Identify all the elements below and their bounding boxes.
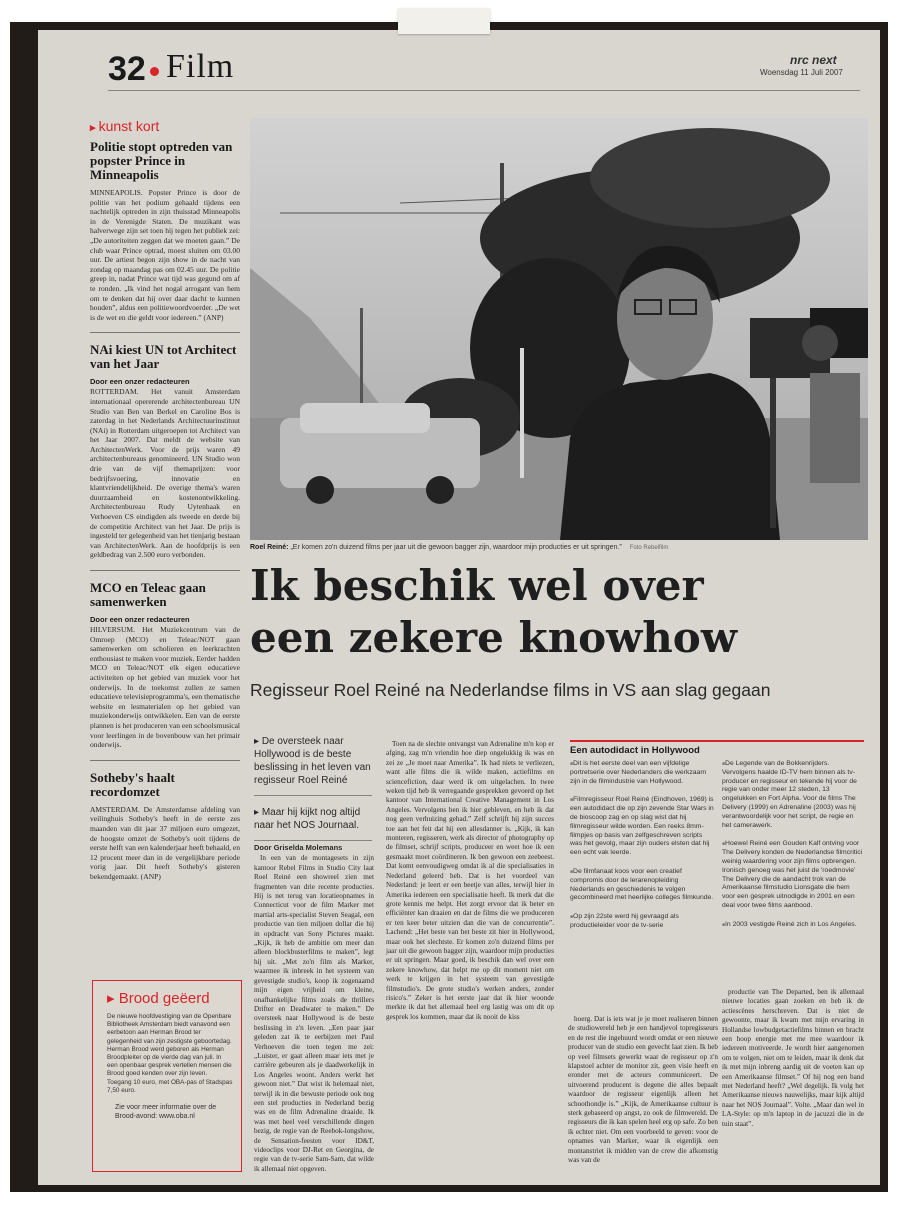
kicker xyxy=(90,118,240,134)
brief-body: ROTTERDAM. Het vanuit Amsterdam internationaal opererende architectenbureau UN Studio van Ben van Berkel en Caroline Bos is zaterdag in het Nederlands Architectuurinstituut (NAi) in Rotterdam uitgeroepen tot Architect van het Jaar 2007. Dat meldt de website van ArchitectenWerk. Voor de prijs waren 49 architectenbureaus genomineerd. UN Studio won drie van de vijf themaprijzen: voor bedrijfsvoering, innovatie en klantvriendelijkheid. De overige thema's waren duurzaamheid en kostenontwikkeling. Architectenbureau Rudy Uytenhaak en Verhoeven CS eindigden als tweede en derde bij de competitie Architect van het Jaar. De prijs is ingesteld ter gelegenheid van het tienjarig bestaan van ArchitectenWerk. Aan de hoofdprijs is een geldbedrag van 2.500 euro verbonden. xyxy=(90,387,240,560)
sidebar-column xyxy=(90,118,240,891)
fact-item: ■ De Legende van de Bokkenrijders. Vervolgens haalde ID-TV hem binnen als tv-producer en regisseur en tekende hij voor de regie van onder meer 12 steden, 13 ongelukken en Fort Alpha. Voor de films The Delivery (1999) en Adrenaline (2003) was hij verantwoordelijk voor het script, de regie en het camerawerk. xyxy=(722,760,864,830)
pull-quote xyxy=(254,806,372,841)
factbox-column-2 xyxy=(722,760,864,940)
kicker-label: kunst kort xyxy=(98,118,160,134)
divider xyxy=(90,760,240,761)
info-box xyxy=(92,980,242,1172)
info-box-title xyxy=(107,989,241,1007)
page-number: 32 xyxy=(108,50,146,88)
article-byline: Door Griselda Molemans xyxy=(254,843,343,852)
article-paragraph: In een van de montagesets in zijn kantoor Rebel Films in Studio City laat Roel Reiné een showreel zien met fragmenten van drie recente producties. Hij is net terug van locatieopnames in Connecticut voor de film Marker met martial arts-specialist Steven Seagal, een productie van tien miljoen dollar die hij in opdracht van Sony Pictures maakt. „Kijk, ik heb de ambitie om meer dan alleen blockbusterfilms te maken”, legt hij uit. „Met zo'n film als Marker, waarmee ik inbreek in het systeem van gevestigde studio's, koop ik zogenaamd mijn eigen vrijheid om kleine, onafhankelijke films zoals de thrillers Drifter en Deadwater te maken.” De oversteek naar Hollywood is de beste beslissing in z'n leven. „Een paar jaar geleden zat ik te eerbijzen met Paul Verhoeven die toen tegen me zei: „Luister, er gaat alleen maar iets met je carrière gebeuren als je daadwerkelijk in Los Angeles woont. Anders werkt het gewoon niet.” Dat wist ik helemaal niet, terwijl ik in die bewuste periode ook nog een stel producties in Nederland bezig was en de film Adrenaline draaide. Ik was met heel veel verschillende dingen bezig, de regie van de Reebok-longshow, de Sensation-feesten voor ID&T, videoclips voor DJ-Ret en Georgina, de regie van de tv-serie Sam-Sam, dat wilde ik allemaal niet opgeven. xyxy=(254,854,374,1173)
section-dot xyxy=(150,67,159,76)
brief-headline: Politie stopt optreden van popster Prince in Minneapolis xyxy=(90,139,233,182)
issue-date: Woensdag 11 Juli 2007 xyxy=(760,68,843,77)
fact-item: ■ De filmfanaat koos voor een creatief compromis door de lerarenopleiding Nederlands en geschiedenis te volgen gecombineerd met heerlijke colleges filmkunde. xyxy=(570,868,715,903)
brief-byline: Door een onzer redacteuren xyxy=(90,615,190,624)
factbox-title: Een autodidact in Hollywood xyxy=(570,740,864,756)
brief-headline: Sotheby's haalt recordomzet xyxy=(90,769,175,799)
factbox-column-1 xyxy=(570,760,715,941)
brief-body: AMSTERDAM. De Amsterdamse afdeling van veilinghuis Sotheby's heeft in de eerste zes maanden van dit jaar 37 miljoen euro omgezet, de hoogste omzet de Sotheby's ooit tijdens de eerste helft van een kalenderjaar heeft behaald, en 12 procent meer dan in de vergelijkbare periode vorig jaar. Dit heeft Sotheby's gisteren bekendgemaakt. (ANP) xyxy=(90,804,240,881)
article-column-4 xyxy=(722,988,864,1129)
brief-headline: NAi kiest UN tot Architect van het Jaar xyxy=(90,342,237,372)
pull-quote xyxy=(254,735,372,796)
article-column-1 xyxy=(254,843,374,1174)
article-photo xyxy=(250,118,868,540)
brief-body: HILVERSUM. Het Muziekcentrum van de Omroep (MCO) en Teleac/NOT gaan samenwerken om scholieren en leerkrachten enthousiast te maken voor muziek. Eerder hadden MCO en Teleac/NOT elk eigen educatieve activiteiten op het gebied van muziek voor het onderwijs. In de toekomst zullen ze samen educatieve televisieprogramma's, een thematische website en lesmaterialen op het gebied van muziekonderwijs ontwikkelen. Een van de eerste plannen is het produceren van een schoolsmusical voor leerlingen in de bovenbouw van het primair onderwijs. xyxy=(90,625,240,750)
pull-quote-text: De oversteek naar Hollywood is de beste beslissing in het leven van regisseur Roel Reiné xyxy=(254,736,371,786)
triangle-icon: ▸ xyxy=(254,736,262,747)
caption-name: Roel Reiné: xyxy=(250,544,289,551)
newspaper-brand: nrc next xyxy=(790,53,837,67)
pull-quotes xyxy=(254,735,372,851)
pull-quote-text: Maar hij kijkt nog altijd naar het NOS Journaal. xyxy=(254,807,361,831)
article-headline xyxy=(250,560,870,664)
info-box-link: Zie voor meer informatie over de Brood-avond: www.oba.nl xyxy=(115,1104,217,1121)
info-box-title-text: Brood geëerd xyxy=(118,990,210,1007)
fact-item: ■ Hoewel Reiné een Gouden Kalf ontving voor The Delivery konden de Nederlandse filmcritici weinig waardering voor zijn films opbrengen. Ironisch genoeg was het juist de 'roedmovie' The Delivery die de aandacht trok van de Amerikaanse filmstudio Lionsgate die hem voor een gesprek uitnodigde in 2001 en een deal voor twee films aanbood. xyxy=(722,840,864,910)
fact-item: ■ Op zijn 22ste werd hij gevraagd als productieleider voor de tv-serie xyxy=(570,913,715,931)
brief-body: MINNEAPOLIS. Popster Prince is door de politie van het podium gehaald tijdens een nachtelijk optreden in zijn thuisstad Minneapolis in de Verenigde Staten. De muzikant was halverwege zijn set toen hij tegen het publiek zei: „De autoriteiten zeggen dat we moeten gaan.” De club waar Prince optrad, moest sluiten om 03.00 uur. De artiest begon zijn show in de nacht van zondag op maandag pas om 02.45 uur. De politie greep in, nadat Prince wat tijd was gegund om af te ronden. „Ik vind het nogal arrogant van hem om te denken dat hij over daar dacht te kunnen houden”, aldus een politiewoordvoerder. „De wet is de wet en die geldt voor iedereen.” (ANP) xyxy=(90,188,240,322)
header-rule xyxy=(108,90,860,91)
photo-caption xyxy=(250,544,868,551)
brief-headline: MCO en Teleac gaan samenwerken xyxy=(90,580,206,609)
fact-item: ■ Dit is het eerste deel van een vijfdelige portretserie over Nederlanders die werkzaam zijn in de filmindustrie van Hollywood. xyxy=(570,760,715,786)
info-box-body: De nieuwe hoofdvestiging van de Openbare Bibliotheek Amsterdam biedt vanavond een eerbetoon aan Herman Brood ter gelegenheid van zijn zestigste geboortedag. Herman Brood werd geboren als Herman Broodpleiter op de vierde dag van juli. In een openbaar gesprek vertellen mensen die Brood goed kenden over zijn leven. Toegang 10 euro, met OBA-pas of Stadspas 7,50 euro. xyxy=(107,1013,233,1094)
divider xyxy=(90,332,240,333)
article-paragraph: hoerg. Dat is iets wat je je moet realiseren binnen de studiowereld heb je een handjevol topregisseurs en de rest die ingehuurd wordt omdat er een nieuwe producer van de studio een gevecht laat zien. Ik heb op veel filmsets gewerkt waar de regisseur op z'n klapstoel achter de monitor zit, geen visie heeft en eronder met de acteurs communiceert. De uitvoerend producent is degene die alles bepaalt waardoor de regisseur eigenlijk alleen het schoothondje is.” „Kijk, de Amerikaanse cultuur is sterk gebaseerd op angst, zo ook de filmwereld. De regisseurs die ik kan spelen heel erg op safe. Zo ben ik echter niet. Om een voorbeeld te geven: voor de opnames van Marker, waar ik eigenlijk een montanstriet ik midden van de crew die afkomstig was van de xyxy=(568,1015,718,1165)
article-column-3 xyxy=(568,1015,718,1166)
fact-item: ■ In 2003 vestigde Reiné zich in Los Angeles. xyxy=(722,921,864,930)
article-paragraph: productie van The Departed, ben ik allemaal nieuwe locaties gaan zoeken en heb ik de actiescènes herschreven. Dat is niet de gewoonte, maar ik kwam met mijn ervaring in Hollandse lowbudgetactiefilms binnen en bracht een hoop energie met me mee waardoor ik iedereen motiveerde. Je wordt hier aangenomen om te volgen, niet om te leiden, maar ik denk dat ik met mijn inbreng aardig uit de voeten kan op een Amerikaanse filmset.” Of hij nog een band met Nederland heeft? „Wel degelijk. Ik volg het Amerikaanse nieuws nauwelijks, maar kijk altijd naar het NOS Journaal”. Volte. „Maar dan wel in LA-Style: op m'n laptop in de jacuzzi die in de tuin staat”. xyxy=(722,988,864,1128)
divider xyxy=(90,570,240,571)
caption-quote: „Er komen zo'n duizend films per jaar uit die gewoon bagger zijn, waardoor mijn producties er uit springen.” xyxy=(290,544,622,551)
triangle-icon: ▸ xyxy=(254,807,262,818)
article-column-2 xyxy=(386,740,554,1022)
triangle-icon: ▸ xyxy=(90,122,99,134)
triangle-icon: ▸ xyxy=(107,990,119,1007)
section-title: Film xyxy=(166,48,235,85)
brief-byline: Door een onzer redacteuren xyxy=(90,377,190,387)
article-subhead: Regisseur Roel Reiné na Nederlandse films in VS aan slag gegaan xyxy=(250,680,771,700)
photo-credit: Foto Rebelfilm xyxy=(629,545,669,551)
tape-strip xyxy=(398,8,490,34)
article-paragraph: Toen na de slechte ontvangst van Adrenaline m'n kop er afging, zag m'n vriendin hoe diep ongelukkig ik was en zei ze „Je moet naar Amerika”. Ik had niets te verliezen, want alle films die ik wilde maken, actiefilms en sciencefiction, daar werd ik om uitgelachen. In twee weken tijd heb ik verregaande gesprekken gevoerd op het kantoor van International Creative Management in Los Angeles. Vervolgens ben ik hier gebleven, en heb ik dat nog geen verhuizing gehad.” Zelf schrijft hij zijn succes toe aan het feit dat hij een allesdanner is. „Kijk, ik kan monteren, regisseren, werk als director of photography op de filmset, schrijf scripts, produceer en weet hoe ik een gesmaakt moet coördineren. Ik ben gewoon een zeebeest. Dat komt eenvoudigweg omdat ik al die specialisaties in Nederland geleerd heb. Dat is het voordeel van Nederland: je leert er een beetje van alles, terwijl hier in Amerika iedereen een specialisatie heeft. Ik merk dat die grote kennis me helpt. Het zorgt ervoor dat ik beter en efficiënter kan draaien en dat de films die we produceren er ten keer beter uitzien dan die van de concurrentie”. Lachend: „Het beste van het beste zit hier in Hollywood, maar ook het slechtste. Er komen zo'n duizend films per jaar uit die gewoon bagger zijn, waardoor mijn producties er uit springen. Maar goed, ik beschik dan wel over een zekere knowhow, dat helpt me op dit moment niet om werk te krijgen in het systeem van gevestigde filmstudio's. De grote studio's werken anders, zonder risico's.” Zeker is het eerste jaar dat ik hier woonde merkte ik dat het allemaal heel erg lastig was om dit op gesprek los kommen, maar dat ik nooit de kiss xyxy=(386,740,554,1021)
headline-line-1: Ik beschik wel over xyxy=(250,561,704,610)
headline-line-2: een zekere knowhow xyxy=(250,613,737,662)
fact-item: ■ Filmregisseur Roel Reiné (Eindhoven, 1969) is een autodidact die op zijn zevende Star Wars in de bioscoop zag en op slag wist dat hij filmregisseur wilde worden. Een reeks 8mm-filmpjes op basis van zelfgeschreven scripts was het gevolg, maar zijn ouders elsten dat hij een echt vak leerde. xyxy=(570,796,715,858)
